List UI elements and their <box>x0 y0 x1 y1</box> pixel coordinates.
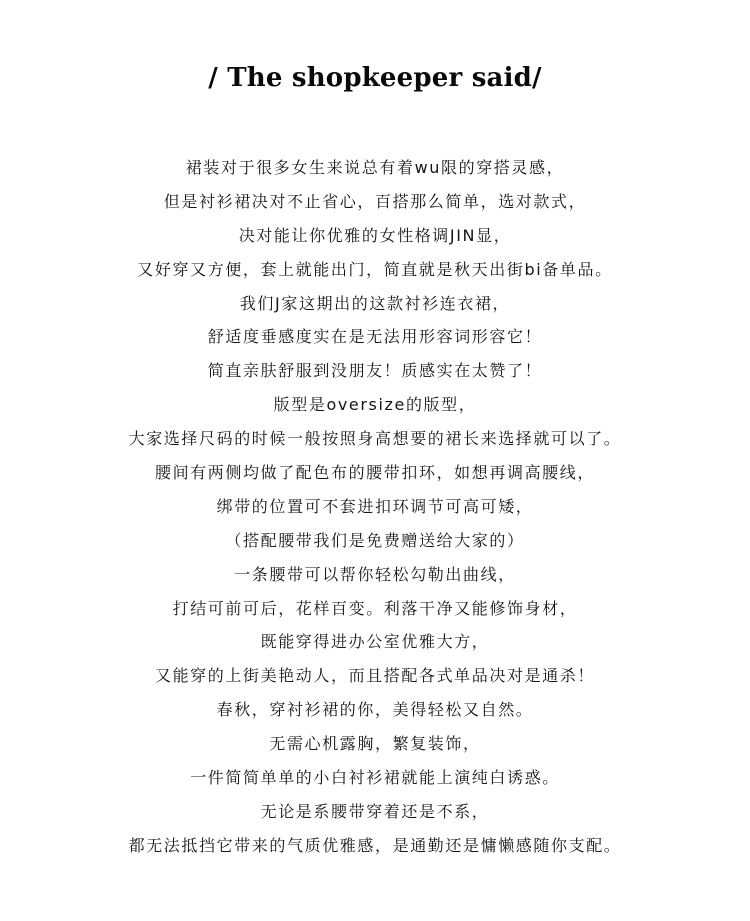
text-line: 都无法抵挡它带来的气质优雅感，是通勤还是慵懒感随你支配。 <box>128 835 622 855</box>
text-line: 打结可前可后，花样百变。利落干净又能修饰身材， <box>172 598 578 618</box>
text-line: 大家选择尺码的时候一般按照身高想要的裙长来选择就可以了。 <box>128 429 622 449</box>
text-line: 但是衬衫裙决对不止省心，百搭那么简单，选对款式， <box>163 191 587 211</box>
text-line: 简直亲肤舒服到没朋友！质感实在太赞了！ <box>207 361 543 381</box>
text-line: 我们J家这期出的这款衬衫连衣裙， <box>239 293 511 313</box>
text-line: （搭配腰带我们是免费赠送给大家的） <box>225 530 525 550</box>
text-line: 又好穿又方便，套上就能出门，简直就是秋天出街bi备单品。 <box>137 259 613 279</box>
text-line: 无需心机露胸，繁复装饰， <box>269 734 481 754</box>
text-line: 腰间有两侧均做了配色布的腰带扣环，如想再调高腰线， <box>154 463 595 483</box>
text-line: 一条腰带可以帮你轻松勾勒出曲线， <box>234 564 516 584</box>
description-text-block <box>0 151 750 863</box>
page-title: / The shopkeeper said/ <box>208 63 542 93</box>
text-line: 裙装对于很多女生来说总有着wu限的穿搭灵感， <box>185 158 565 177</box>
text-line: 春秋，穿衬衫裙的你，美得轻松又自然。 <box>216 700 534 720</box>
text-line: 舒适度垂感度实在是无法用形容词形容它！ <box>207 327 543 347</box>
text-line: 绑带的位置可不套进扣环调节可高可矮， <box>216 496 534 516</box>
text-line: 决对能让你优雅的女性格调JIN显， <box>238 225 512 245</box>
text-line: 无论是系腰带穿着还是不系， <box>260 801 490 821</box>
text-line: 一件简简单单的小白衬衫裙就能上演纯白诱惑。 <box>190 768 560 788</box>
text-line: 又能穿的上街美艳动人，而且搭配各式单品决对是通杀！ <box>154 666 595 686</box>
text-line: 既能穿得进办公室优雅大方， <box>260 632 490 652</box>
text-line: 版型是oversize的版型， <box>273 395 477 415</box>
